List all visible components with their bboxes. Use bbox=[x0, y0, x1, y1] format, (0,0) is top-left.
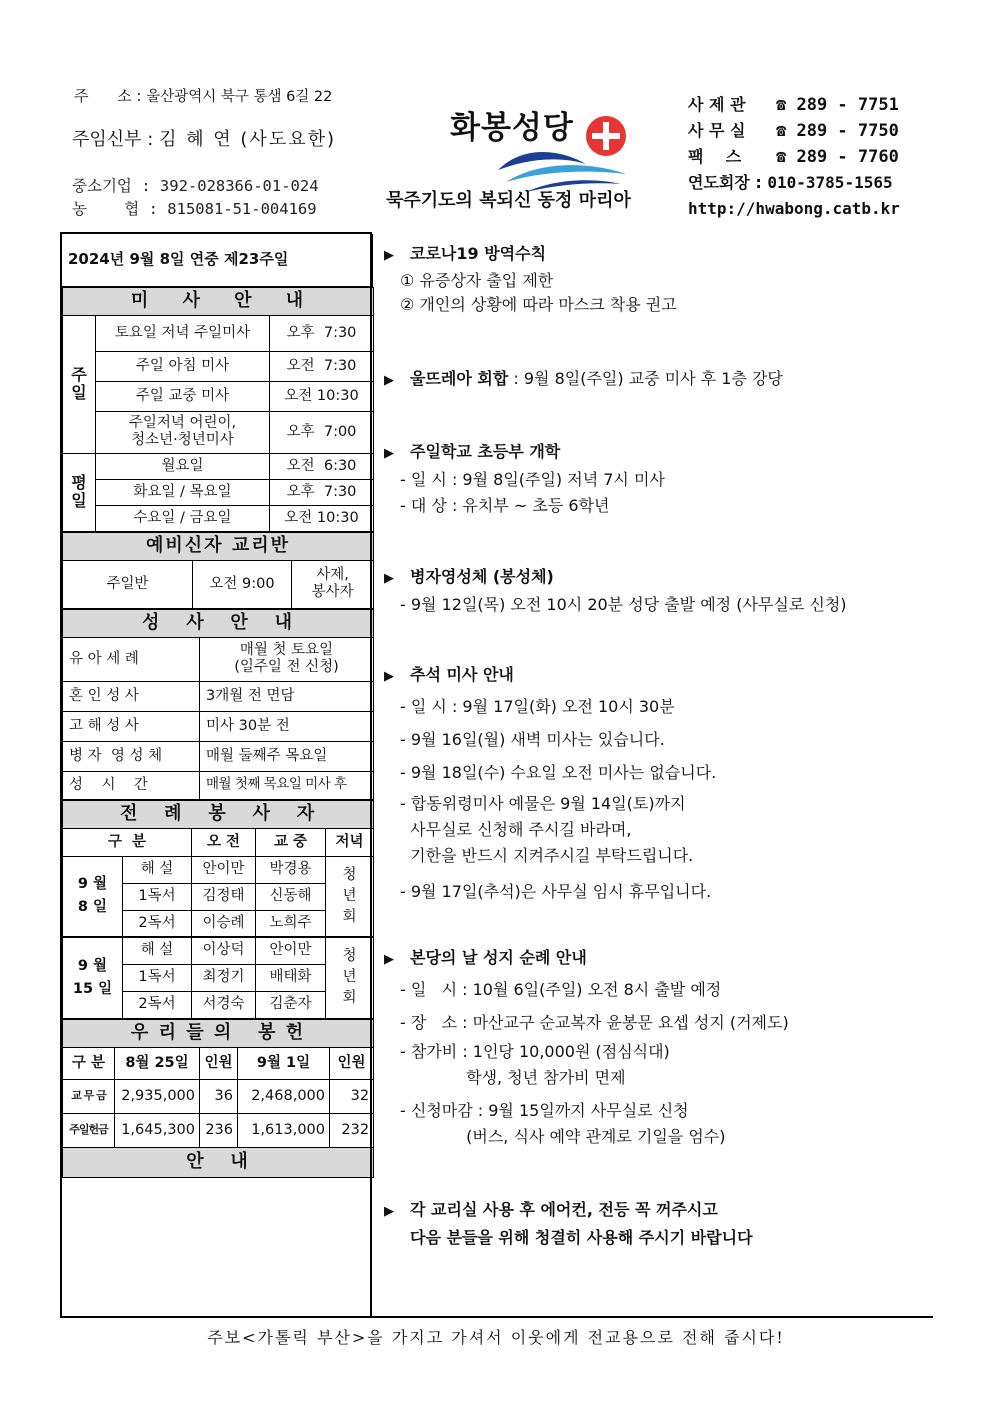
sacrament-title: 성 사 안 내 bbox=[63, 609, 374, 637]
offering-table bbox=[62, 1019, 374, 1178]
server-am: 안이만 bbox=[192, 856, 256, 883]
church-logo-icon bbox=[496, 112, 636, 194]
sick-communion-section: ▶ 병자영성체 (봉성체) - 9월 12일(목) 오전 10시 20분 성당 출발 예정 (사무실로 신청) bbox=[384, 567, 847, 614]
server-evening: 청 년 회 bbox=[326, 856, 374, 937]
offering-title: 우 리 들 의 봉 헌 bbox=[63, 1019, 374, 1047]
address: 주 소 : 울산광역시 북구 통샘 6길 22 bbox=[74, 87, 333, 105]
offering-count: 32 bbox=[330, 1079, 374, 1113]
server-evening: 청 년 회 bbox=[326, 937, 374, 1018]
catechumen-title: 예비신자 교리반 bbox=[63, 532, 374, 560]
server-am: 최정기 bbox=[192, 964, 256, 991]
bank-account-2: 농 협 : 815081-51-004169 bbox=[72, 200, 317, 218]
weekday-label: 평 일 bbox=[63, 453, 96, 531]
server-main: 안이만 bbox=[256, 937, 326, 964]
sacrament-info: 매월 첫째 목요일 미사 후 bbox=[200, 771, 374, 799]
school-section: ▶ 주일학교 초등부 개학 - 일 시 : 9월 8일(주일) 저녁 7시 미사 - 대 상 : 유치부 ~ 초등 6학년 bbox=[384, 442, 665, 515]
mass-title: 미 사 안 내 bbox=[63, 287, 374, 315]
server-date: 9 월 15 일 bbox=[63, 937, 123, 1018]
server-am: 이상덕 bbox=[192, 937, 256, 964]
sacrament-name: 병 자 영 성 체 bbox=[63, 741, 200, 771]
offering-count: 236 bbox=[200, 1113, 238, 1147]
offering-head: 9월 1일 bbox=[238, 1047, 330, 1079]
bank-account-1: 중소기업 : 392-028366-01-024 bbox=[72, 177, 319, 195]
triangle-icon: ▶ bbox=[384, 571, 394, 586]
sacrament-info: 3개월 전 면담 bbox=[200, 681, 374, 711]
mass-name: 월요일 bbox=[96, 453, 270, 479]
triangle-icon: ▶ bbox=[384, 1204, 394, 1219]
mass-name: 주일저녁 어린이, 청소년·청년미사 bbox=[96, 411, 270, 453]
sacrament-table bbox=[62, 609, 374, 800]
triangle-icon: ▶ bbox=[384, 446, 394, 461]
server-role: 1독서 bbox=[123, 883, 192, 910]
server-main: 김춘자 bbox=[256, 991, 326, 1018]
servers-head: 저녁 bbox=[326, 828, 374, 856]
aircon-notice: ▶ 각 교리실 사용 후 에어컨, 전등 꼭 꺼주시고 다음 분들을 위해 청결히 사용해 주시기 바랍니다 bbox=[384, 1200, 753, 1247]
mass-time: 오전 10:30 bbox=[270, 505, 374, 531]
mass-time: 오전 10:30 bbox=[270, 381, 374, 411]
motto: 묵주기도의 복되신 동정 마리아 bbox=[386, 190, 631, 211]
server-main: 노희주 bbox=[256, 910, 326, 937]
sunday-label: 주 일 bbox=[63, 315, 96, 453]
covid-section: ▶ 코로나19 방역수칙 ① 유증상자 출입 제한 ② 개인의 상황에 따라 마스크 착용 권고 bbox=[384, 244, 677, 314]
server-am: 서경숙 bbox=[192, 991, 256, 1018]
website-link[interactable]: http://hwabong.catb.kr bbox=[688, 199, 900, 218]
contact-fax: 팩 스 ☎ 289 - 7760 bbox=[688, 147, 899, 167]
servers-head: 오 전 bbox=[192, 828, 256, 856]
offering-head: 8월 25일 bbox=[115, 1047, 200, 1079]
mass-table bbox=[62, 287, 374, 532]
mass-name: 토요일 저녁 주일미사 bbox=[96, 315, 270, 351]
offering-value: 1,613,000 bbox=[238, 1113, 330, 1147]
catechumen-teacher: 사제, 봉사자 bbox=[292, 560, 374, 608]
ultreya-section: ▶ 울뜨레아 회합 : 9월 8일(주일) 교중 미사 후 1층 강당 bbox=[384, 366, 783, 394]
offering-count: 232 bbox=[330, 1113, 374, 1147]
mass-time: 오후 7:30 bbox=[270, 315, 374, 351]
servers-head: 교 중 bbox=[256, 828, 326, 856]
bottom-rule bbox=[60, 1316, 933, 1318]
servers-table bbox=[62, 800, 374, 1019]
triangle-icon: ▶ bbox=[384, 952, 394, 967]
server-am: 이승례 bbox=[192, 910, 256, 937]
server-role: 2독서 bbox=[123, 991, 192, 1018]
mass-time: 오전 7:30 bbox=[270, 351, 374, 381]
sacrament-name: 성 시 간 bbox=[63, 771, 200, 799]
mass-name: 수요일 / 금요일 bbox=[96, 505, 270, 531]
server-role: 1독서 bbox=[123, 964, 192, 991]
sacrament-info: 매월 첫 토요일 (일주일 전 신청) bbox=[200, 637, 374, 681]
offering-count: 36 bbox=[200, 1079, 238, 1113]
server-role: 2독서 bbox=[123, 910, 192, 937]
mass-time: 오후 7:00 bbox=[270, 411, 374, 453]
offering-value: 1,645,300 bbox=[115, 1113, 200, 1147]
date-table bbox=[62, 234, 373, 287]
offering-label: 교 무 금 bbox=[63, 1079, 115, 1113]
offering-value: 2,935,000 bbox=[115, 1079, 200, 1113]
sacrament-name: 고 해 성 사 bbox=[63, 711, 200, 741]
mass-name: 주일 교중 미사 bbox=[96, 381, 270, 411]
server-main: 배태화 bbox=[256, 964, 326, 991]
offering-head: 인원 bbox=[200, 1047, 238, 1079]
pilgrimage-section: ▶ 본당의 날 성지 순례 안내 - 일 시 : 10월 6일(주일) 오전 8시 출발 예정 - 장 소 : 마산교구 순교복자 윤봉문 요셉 성지 (거제도) - 참가비 : 1인당 10,000원 (점심식대) 학생, 청년 참가비 면제 - 신청마감 : 9월 15일까지 사무실로 신청 (버스, 식사 예약 관계로 기일을 엄수) bbox=[384, 948, 789, 1146]
server-main: 신동해 bbox=[256, 883, 326, 910]
catechumen-table bbox=[62, 532, 374, 609]
catechumen-class: 주일반 bbox=[63, 560, 193, 608]
offering-head: 인원 bbox=[330, 1047, 374, 1079]
chuseok-section: ▶ 추석 미사 안내 - 일 시 : 9월 17일(화) 오전 10시 30분 - 9월 16일(월) 새벽 미사는 있습니다. - 9월 18일(수) 수요일 오전 미사는 없습니다. - 합동위령미사 예물은 9월 14일(토)까지 사무실로 신청해 주시길 바라며, 기한을 반드시 지켜주시길 부탁드립니다. - 9월 17일(추석)은 사무실 임시 휴무입니다. bbox=[384, 665, 717, 901]
contact-chair: 연도회장 : 010-3785-1565 bbox=[688, 173, 893, 192]
servers-title: 전 례 봉 사 자 bbox=[63, 800, 374, 828]
servers-head: 구 분 bbox=[63, 828, 192, 856]
sacrament-name: 유 아 세 례 bbox=[63, 637, 200, 681]
offering-value: 2,468,000 bbox=[238, 1079, 330, 1113]
date-title: 2024년 9월 8일 연중 제23주일 bbox=[62, 234, 373, 286]
pastor: 주임신부 : 김 혜 연 (사도요한) bbox=[72, 129, 337, 150]
column-divider bbox=[370, 232, 372, 1317]
sacrament-name: 혼 인 성 사 bbox=[63, 681, 200, 711]
sacrament-info: 매월 둘째주 목요일 bbox=[200, 741, 374, 771]
mass-time: 오후 7:30 bbox=[270, 479, 374, 505]
offering-head: 구 분 bbox=[63, 1047, 115, 1079]
catechumen-time: 오전 9:00 bbox=[193, 560, 292, 608]
server-role: 해 설 bbox=[123, 856, 192, 883]
contact-office: 사 무 실 ☎ 289 - 7750 bbox=[688, 121, 899, 141]
triangle-icon: ▶ bbox=[384, 669, 394, 684]
contacts bbox=[688, 92, 900, 222]
server-role: 해 설 bbox=[123, 937, 192, 964]
sacrament-info: 미사 30분 전 bbox=[200, 711, 374, 741]
notice-title: 안 내 bbox=[63, 1147, 374, 1177]
server-main: 박경용 bbox=[256, 856, 326, 883]
mass-time: 오전 6:30 bbox=[270, 453, 374, 479]
triangle-icon: ▶ bbox=[384, 248, 394, 263]
server-date: 9 월 8 일 bbox=[63, 856, 123, 937]
church-logo-text: 화봉성당 bbox=[450, 110, 574, 146]
offering-label: 주일헌금 bbox=[63, 1113, 115, 1147]
contact-rectory: 사 제 관 ☎ 289 - 7751 bbox=[688, 95, 899, 115]
triangle-icon: ▶ bbox=[384, 373, 394, 388]
mass-name: 화요일 / 목요일 bbox=[96, 479, 270, 505]
mass-name: 주일 아침 미사 bbox=[96, 351, 270, 381]
footer-text: 주보<가톨릭 부산>을 가지고 가셔서 이웃에게 전교용으로 전해 줍시다! bbox=[207, 1328, 785, 1347]
left-column bbox=[60, 232, 371, 1317]
server-am: 김정태 bbox=[192, 883, 256, 910]
